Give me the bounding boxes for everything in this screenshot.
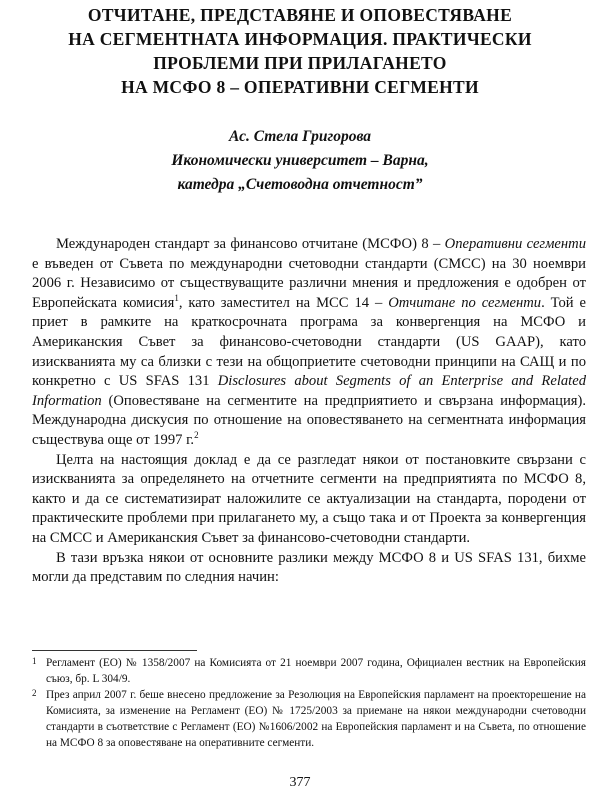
- text-segment: Международен стандарт за финансово отчитане (МСФО) 8 –: [56, 236, 445, 252]
- body-text: [32, 235, 586, 588]
- footnote: [32, 687, 586, 751]
- text-segment: В тази връзка някои от основните разлики между МСФО 8 и US SFAS 131, бихме могли да представим по следния начин:: [32, 549, 586, 586]
- footnote-reference: 2: [194, 430, 199, 441]
- text-segment: (Оповестяване на сегментите на предприятието и свързана информация). Международна дискусия по отношение на оповестяването на сегментната информация съществува още от 1997 г.: [32, 392, 586, 448]
- footnote-reference: 1: [174, 292, 179, 303]
- text-segment: Целта на настоящия доклад е да се разгледат някои от постановките свързани с изискванията за определянето на отчетните сегменти на предприятията по МСФО 8, както и да се систематизират наложилите се актуализации на стандарта, породени от практическите проблеми при прилагането му, а също така и от Проекта за конвергенция на СМСС и Американския Съвет за финансово-счетоводни стандарти.: [32, 451, 586, 546]
- title-line: ОТЧИТАНЕ, ПРЕДСТАВЯНЕ И ОПОВЕСТЯВАНЕ: [87, 5, 513, 25]
- footnote: [32, 655, 586, 687]
- footnote-text: През април 2007 г. беше внесено предложение за Резолюция на Европейския парламент на проекторешение на Комисията, за изменение на Регламент (ЕО) № 1725/2003 за приемане на някои международни счетоводни стандарти в съответствие с Регламент (ЕО) №1606/2002 на Европейския парламент и на Съвета, по отношение на МСФО 8 за оповестяване на оперативните сегменти.: [46, 689, 586, 749]
- paragraph: [32, 235, 586, 451]
- paper-title: [20, 3, 580, 99]
- page-number: 377: [289, 775, 311, 790]
- italic-text: Отчитане по сегменти: [388, 294, 542, 311]
- title-line: ПРОБЛЕМИ ПРИ ПРИЛАГАНЕТО: [153, 53, 447, 73]
- footnote-separator: [32, 650, 197, 651]
- author-name: Ас. Стела Григорова: [228, 128, 372, 145]
- footnotes: [32, 650, 586, 751]
- paragraph: [32, 549, 586, 588]
- footnote-marker: 2: [32, 688, 37, 698]
- text-segment: , като заместител на МСС 14 –: [178, 294, 389, 311]
- author-block: [20, 125, 580, 197]
- paragraph: [32, 451, 586, 549]
- author-affiliation: Икономически университет – Варна,: [171, 152, 429, 169]
- text-segment: е въведен от Съвета по международни счетоводни стандарти (СМСС) на 30 ноември 2006 г. Независимо от съществуващите различни мнения и предложения е одобрен от Европейската комисия: [32, 255, 586, 311]
- title-line: НА МСФО 8 – ОПЕРАТИВНИ СЕГМЕНТИ: [121, 77, 479, 97]
- title-line: НА СЕГМЕНТНАТА ИНФОРМАЦИЯ. ПРАКТИЧЕСКИ: [68, 29, 532, 49]
- italic-text: Оперативни сегменти: [444, 236, 586, 252]
- text-segment: . Той е приет в рамките на краткосрочната програма за конвергенция на МСФО и Американския Съвет за финансово-счетоводни стандарти (US GAAP), като изискванията му са близки с тези на общоприетите счетоводни принципи на САЩ и по конкретно с US SFAS 131: [32, 294, 586, 390]
- footnote-text: Регламент (ЕО) № 1358/2007 на Комисията от 21 ноември 2007 година, Официален вестник на Европейския съюз, бр. L 304/9.: [46, 657, 586, 685]
- italic-text: Disclosures about Segments of an Enterprise and Related Information: [32, 373, 587, 409]
- footnote-marker: 1: [32, 656, 37, 666]
- author-department: катедра „Счетоводна отчетност”: [177, 176, 423, 193]
